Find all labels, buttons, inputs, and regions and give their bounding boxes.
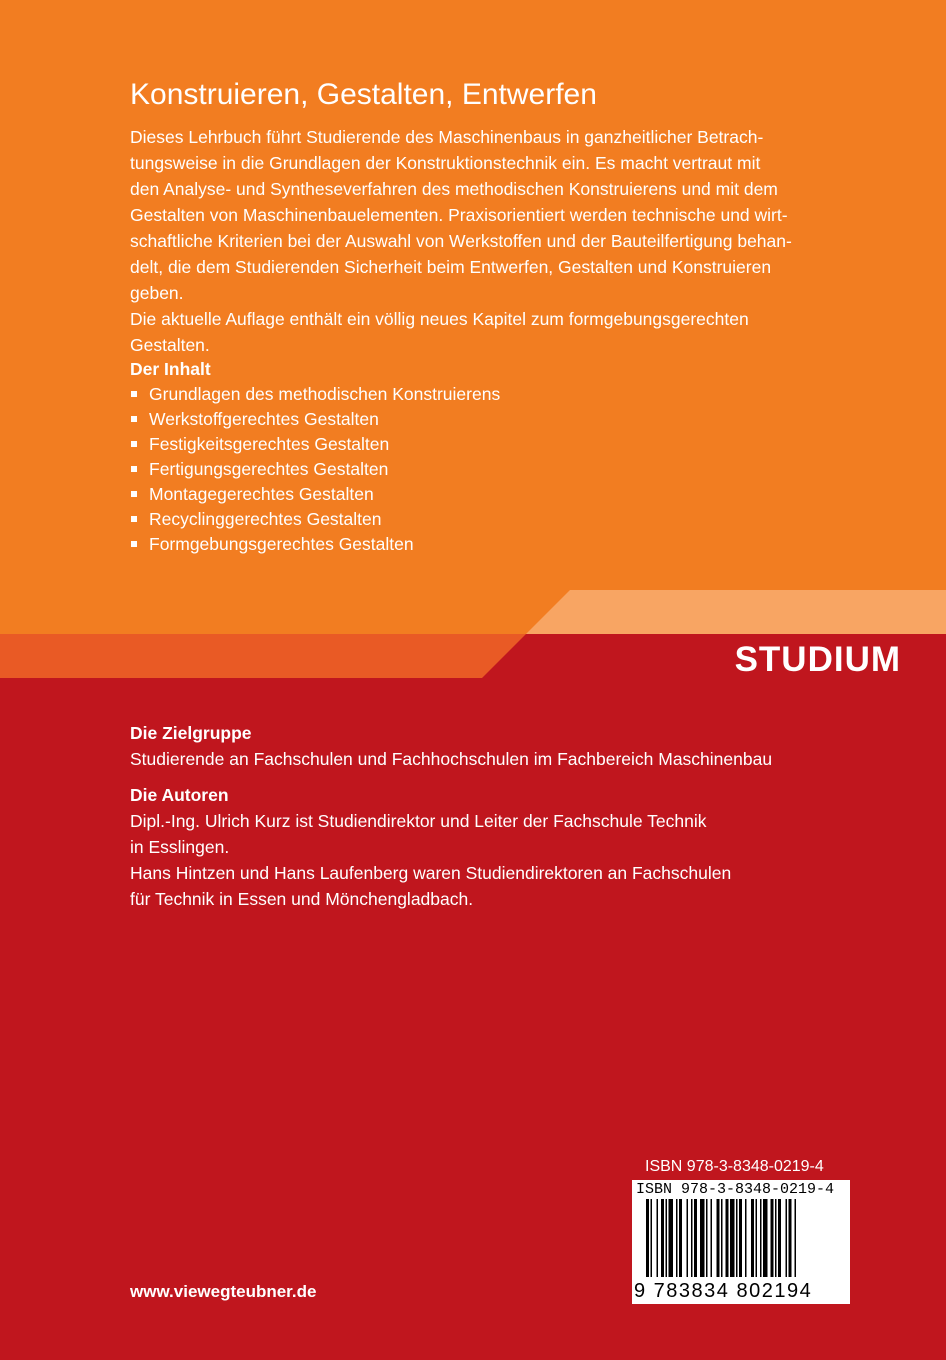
- square-bullet-icon: [131, 491, 137, 497]
- description-line: Dieses Lehrbuch führt Studierende des Maschinenbaus in ganzheitlicher Betrach-: [130, 127, 764, 147]
- authors-line: für Technik in Essen und Mönchengladbach.: [130, 889, 474, 909]
- description-line: schaftliche Kriterien bei der Auswahl von Werkstoffen und der Bauteilfertigung behan-: [130, 231, 792, 251]
- barcode-bar: [786, 1199, 788, 1277]
- barcode-bar: [760, 1199, 762, 1277]
- list-item: [130, 432, 830, 457]
- barcode-bar: [700, 1199, 705, 1277]
- authors-line: Dipl.-Ing. Ulrich Kurz ist Studiendirektor und Leiter der Fachschule Technik: [130, 811, 707, 831]
- contents-list: [130, 382, 830, 557]
- barcode-bar: [795, 1199, 797, 1277]
- barcode-bar: [651, 1199, 653, 1277]
- barcode-bar: [676, 1199, 678, 1277]
- barcode-bar: [694, 1199, 697, 1277]
- authors-line: in Esslingen.: [130, 837, 230, 857]
- barcode-bar: [739, 1199, 742, 1277]
- barcode-bar: [789, 1199, 792, 1277]
- barcode-bar: [763, 1199, 768, 1277]
- list-item-label: Fertigungsgerechtes Gestalten: [149, 459, 389, 479]
- square-bullet-icon: [131, 416, 137, 422]
- description-line: Gestalten.: [130, 335, 210, 355]
- barcode-bar: [706, 1199, 708, 1277]
- barcode-isbn-text: ISBN 978-3-8348-0219-4: [636, 1181, 835, 1198]
- square-bullet-icon: [131, 541, 137, 547]
- list-item-label: Montagegerechtes Gestalten: [149, 484, 374, 504]
- contents-heading: Der Inhalt: [130, 359, 211, 379]
- list-item: [130, 407, 830, 432]
- barcode-bar: [691, 1199, 693, 1277]
- authors-section: [130, 782, 850, 912]
- barcode-bar: [775, 1199, 777, 1277]
- list-item-label: Formgebungsgerechtes Gestalten: [149, 534, 414, 554]
- barcode-bar: [657, 1199, 659, 1277]
- barcode-bar: [771, 1199, 774, 1277]
- barcode-bar: [721, 1199, 723, 1277]
- barcode-bar: [736, 1199, 738, 1277]
- barcode-bar: [756, 1199, 758, 1277]
- target-group-heading: Die Zielgruppe: [130, 723, 252, 743]
- authors-line: Hans Hintzen und Hans Laufenberg waren Studiendirektoren an Fachschulen: [130, 863, 732, 883]
- list-item-label: Recyclinggerechtes Gestalten: [149, 509, 382, 529]
- target-group-text: Studierende an Fachschulen und Fachhochschulen im Fachbereich Maschinenbau: [130, 749, 773, 769]
- barcode: [632, 1180, 850, 1304]
- barcode-bar: [687, 1199, 689, 1277]
- list-item: [130, 507, 830, 532]
- book-title: Konstruieren, Gestalten, Entwerfen: [130, 78, 597, 111]
- square-bullet-icon: [131, 466, 137, 472]
- barcode-bar: [730, 1199, 735, 1277]
- square-bullet-icon: [131, 391, 137, 397]
- description-line: Die aktuelle Auflage enthält ein völlig neues Kapitel zum formgebungsgerechten: [130, 309, 749, 329]
- list-item: [130, 532, 830, 557]
- barcode-bar: [669, 1199, 674, 1277]
- barcode-digits: 9 783834 802194: [634, 1280, 813, 1302]
- contents-section: [130, 356, 830, 557]
- description-line: delt, die dem Studierenden Sicherheit beim Entwerfen, Gestalten und Konstruieren: [130, 257, 772, 277]
- square-bullet-icon: [131, 441, 137, 447]
- authors-heading: Die Autoren: [130, 785, 229, 805]
- list-item-label: Werkstoffgerechtes Gestalten: [149, 409, 379, 429]
- barcode-bar: [751, 1199, 754, 1277]
- barcode-bar: [679, 1199, 682, 1277]
- list-item-label: Festigkeitsgerechtes Gestalten: [149, 434, 390, 454]
- barcode-bar: [726, 1199, 729, 1277]
- description-line: Gestalten von Maschinenbauelementen. Praxisorientiert werden technische und wirt-: [130, 205, 788, 225]
- barcode-bar: [717, 1199, 720, 1277]
- list-item: [130, 457, 830, 482]
- description-line: tungsweise in die Grundlagen der Konstruktionstechnik ein. Es macht vertraut mit: [130, 153, 761, 173]
- isbn-label: ISBN 978-3-8348-0219-4: [645, 1158, 824, 1175]
- publisher-website: www.viewegteubner.de: [130, 1282, 317, 1301]
- list-item-label: Grundlagen des methodischen Konstruierens: [149, 384, 501, 404]
- description-line: geben.: [130, 283, 184, 303]
- target-group-section: [130, 720, 850, 772]
- list-item: [130, 382, 830, 407]
- barcode-bar: [666, 1199, 668, 1277]
- description-paragraph: [130, 124, 850, 358]
- barcode-bar: [646, 1199, 649, 1277]
- series-label: STUDIUM: [734, 640, 901, 679]
- barcode-bar: [745, 1199, 747, 1277]
- barcode-bars: [636, 1199, 846, 1279]
- description-line: den Analyse- und Syntheseverfahren des methodischen Konstruierens und mit dem: [130, 179, 778, 199]
- barcode-bar: [778, 1199, 781, 1277]
- square-bullet-icon: [131, 516, 137, 522]
- list-item: [130, 482, 830, 507]
- barcode-bar: [711, 1199, 713, 1277]
- barcode-bar: [661, 1199, 664, 1277]
